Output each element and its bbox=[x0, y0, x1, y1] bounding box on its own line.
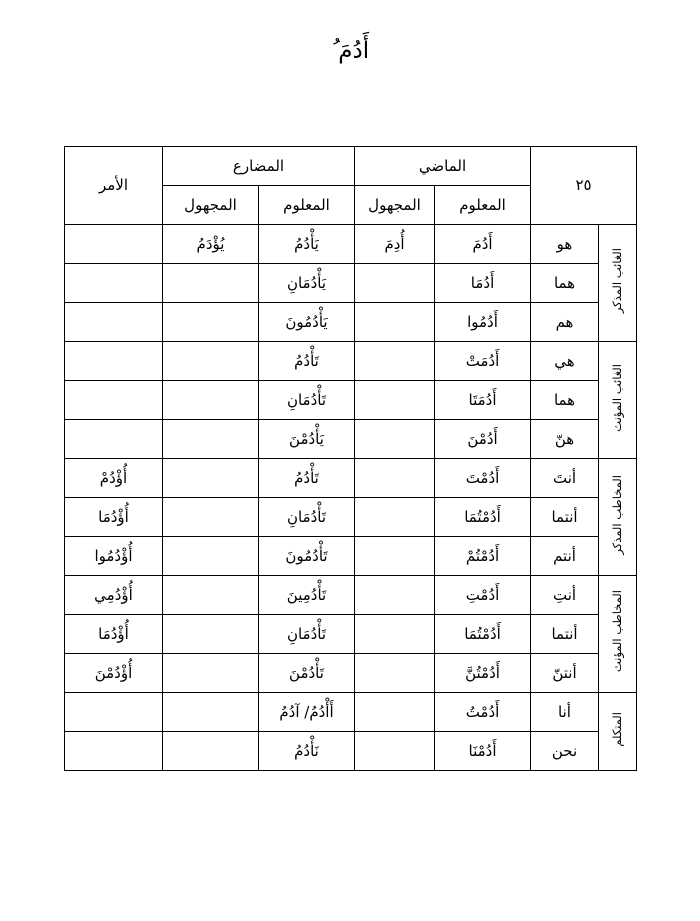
madi-majhool-cell bbox=[355, 498, 435, 537]
document-page bbox=[0, 38, 700, 921]
mudari-maloom-cell: يَأْدُمُونَ bbox=[259, 303, 355, 342]
mudari-maloom-cell: يَأْدُمَانِ bbox=[259, 264, 355, 303]
table-row bbox=[65, 225, 637, 264]
table-number: ٢٥ bbox=[531, 147, 637, 225]
table-row bbox=[65, 615, 637, 654]
mudari-majhool-cell bbox=[163, 264, 259, 303]
mudari-majhool-cell bbox=[163, 537, 259, 576]
mudari-maloom-cell: تَأْدُمَانِ bbox=[259, 381, 355, 420]
mudari-maloom-cell: تَأْدُمَانِ bbox=[259, 615, 355, 654]
madi-maloom-cell: أَدُمَا bbox=[435, 264, 531, 303]
madi-majhool-cell bbox=[355, 693, 435, 732]
pronoun-cell: أنتنّ bbox=[531, 654, 599, 693]
madi-majhool-cell bbox=[355, 615, 435, 654]
mudari-maloom-cell: تَأْدُمُ bbox=[259, 459, 355, 498]
amr-cell: أُؤْدُمِي bbox=[65, 576, 163, 615]
header-mudari-maloom: المعلوم bbox=[259, 186, 355, 225]
mudari-maloom-cell: تَأْدُمَانِ bbox=[259, 498, 355, 537]
pronoun-group-label bbox=[599, 459, 637, 576]
madi-majhool-cell bbox=[355, 381, 435, 420]
madi-maloom-cell: أَدُمْنَا bbox=[435, 732, 531, 771]
table-row bbox=[65, 459, 637, 498]
amr-cell: أُؤْدُمْ bbox=[65, 459, 163, 498]
table-header-row-top bbox=[65, 147, 637, 186]
pronoun-cell: هما bbox=[531, 381, 599, 420]
conjugation-table-wrapper bbox=[64, 146, 636, 771]
mudari-maloom-cell: نَأْدُمُ bbox=[259, 732, 355, 771]
pronoun-cell: هي bbox=[531, 342, 599, 381]
amr-cell bbox=[65, 225, 163, 264]
table-row bbox=[65, 420, 637, 459]
pronoun-cell: هما bbox=[531, 264, 599, 303]
pronoun-cell: أنتما bbox=[531, 615, 599, 654]
header-amr: الأمر bbox=[65, 147, 163, 225]
mudari-majhool-cell bbox=[163, 693, 259, 732]
madi-maloom-cell: أَدُمَتْ bbox=[435, 342, 531, 381]
mudari-maloom-cell: تَأْدُمْنَ bbox=[259, 654, 355, 693]
table-row bbox=[65, 693, 637, 732]
madi-majhool-cell bbox=[355, 420, 435, 459]
madi-majhool-cell: أُدِمَ bbox=[355, 225, 435, 264]
pronoun-cell: نحن bbox=[531, 732, 599, 771]
madi-majhool-cell bbox=[355, 342, 435, 381]
table-row bbox=[65, 498, 637, 537]
pronoun-group-label bbox=[599, 225, 637, 342]
madi-maloom-cell: أَدُمُوا bbox=[435, 303, 531, 342]
amr-cell bbox=[65, 693, 163, 732]
madi-maloom-cell: أَدُمْتَ bbox=[435, 459, 531, 498]
pronoun-cell: أنتم bbox=[531, 537, 599, 576]
table-row bbox=[65, 576, 637, 615]
pronoun-group-text: الغائب المذكر bbox=[609, 247, 624, 313]
pronoun-group-label bbox=[599, 576, 637, 693]
mudari-majhool-cell bbox=[163, 732, 259, 771]
amr-cell: أُؤْدُمْنَ bbox=[65, 654, 163, 693]
table-body bbox=[65, 147, 637, 771]
madi-maloom-cell: أَدُمَتَا bbox=[435, 381, 531, 420]
header-madi-maloom: المعلوم bbox=[435, 186, 531, 225]
amr-cell bbox=[65, 342, 163, 381]
mudari-majhool-cell bbox=[163, 303, 259, 342]
table-row bbox=[65, 342, 637, 381]
table-row bbox=[65, 732, 637, 771]
pronoun-group-text: المخاطب المؤنث bbox=[609, 590, 624, 673]
amr-cell bbox=[65, 303, 163, 342]
pronoun-cell: هو bbox=[531, 225, 599, 264]
table-row bbox=[65, 654, 637, 693]
madi-maloom-cell: أَدُمْتُنَّ bbox=[435, 654, 531, 693]
madi-maloom-cell: أَدُمْتُمْ bbox=[435, 537, 531, 576]
madi-majhool-cell bbox=[355, 654, 435, 693]
mudari-maloom-cell: تَأْدُمِينَ bbox=[259, 576, 355, 615]
table-row bbox=[65, 381, 637, 420]
header-madi: الماضي bbox=[355, 147, 531, 186]
amr-cell bbox=[65, 420, 163, 459]
amr-cell: أُؤْدُمَا bbox=[65, 498, 163, 537]
pronoun-group-label bbox=[599, 342, 637, 459]
mudari-majhool-cell bbox=[163, 381, 259, 420]
table-row bbox=[65, 303, 637, 342]
madi-majhool-cell bbox=[355, 576, 435, 615]
madi-majhool-cell bbox=[355, 459, 435, 498]
madi-maloom-cell: أَدُمْتُمَا bbox=[435, 615, 531, 654]
mudari-maloom-cell: تَأْدُمُونَ bbox=[259, 537, 355, 576]
amr-cell bbox=[65, 381, 163, 420]
pronoun-group-text: الغائب المؤنث bbox=[609, 363, 624, 432]
amr-cell bbox=[65, 732, 163, 771]
mudari-majhool-cell: يُؤْدَمُ bbox=[163, 225, 259, 264]
mudari-majhool-cell bbox=[163, 342, 259, 381]
amr-cell: أُؤْدُمُوا bbox=[65, 537, 163, 576]
madi-maloom-cell: أَدُمْتِ bbox=[435, 576, 531, 615]
table-row bbox=[65, 537, 637, 576]
mudari-maloom-cell: تَأْدُمُ bbox=[259, 342, 355, 381]
pronoun-cell: أنتما bbox=[531, 498, 599, 537]
pronoun-cell: هنّ bbox=[531, 420, 599, 459]
header-mudari: المضارع bbox=[163, 147, 355, 186]
madi-maloom-cell: أَدُمْنَ bbox=[435, 420, 531, 459]
pronoun-group-label bbox=[599, 693, 637, 771]
pronoun-group-text: المتكلم bbox=[609, 711, 624, 747]
mudari-maloom-cell: يَأْدُمْنَ bbox=[259, 420, 355, 459]
pronoun-cell: أنا bbox=[531, 693, 599, 732]
mudari-majhool-cell bbox=[163, 654, 259, 693]
madi-maloom-cell: أَدُمْتُمَا bbox=[435, 498, 531, 537]
mudari-maloom-cell: يَأْدُمُ bbox=[259, 225, 355, 264]
pronoun-cell: أنتَ bbox=[531, 459, 599, 498]
mudari-majhool-cell bbox=[163, 498, 259, 537]
table-row bbox=[65, 264, 637, 303]
amr-cell: أُؤْدُمَا bbox=[65, 615, 163, 654]
amr-cell bbox=[65, 264, 163, 303]
header-madi-majhool: المجهول bbox=[355, 186, 435, 225]
madi-maloom-cell: أَدُمْتُ bbox=[435, 693, 531, 732]
pronoun-cell: أنتِ bbox=[531, 576, 599, 615]
page-title: أَدُمَ ُ bbox=[330, 38, 370, 64]
madi-maloom-cell: أَدُمَ bbox=[435, 225, 531, 264]
mudari-majhool-cell bbox=[163, 459, 259, 498]
mudari-majhool-cell bbox=[163, 420, 259, 459]
conjugation-table bbox=[64, 146, 637, 771]
madi-majhool-cell bbox=[355, 732, 435, 771]
mudari-majhool-cell bbox=[163, 615, 259, 654]
madi-majhool-cell bbox=[355, 537, 435, 576]
mudari-maloom-cell: أَأْدُمُ/ آدُمُ bbox=[259, 693, 355, 732]
madi-majhool-cell bbox=[355, 303, 435, 342]
header-mudari-majhool: المجهول bbox=[163, 186, 259, 225]
pronoun-cell: هم bbox=[531, 303, 599, 342]
madi-majhool-cell bbox=[355, 264, 435, 303]
pronoun-group-text: المخاطب المذكر bbox=[609, 474, 624, 555]
mudari-majhool-cell bbox=[163, 576, 259, 615]
